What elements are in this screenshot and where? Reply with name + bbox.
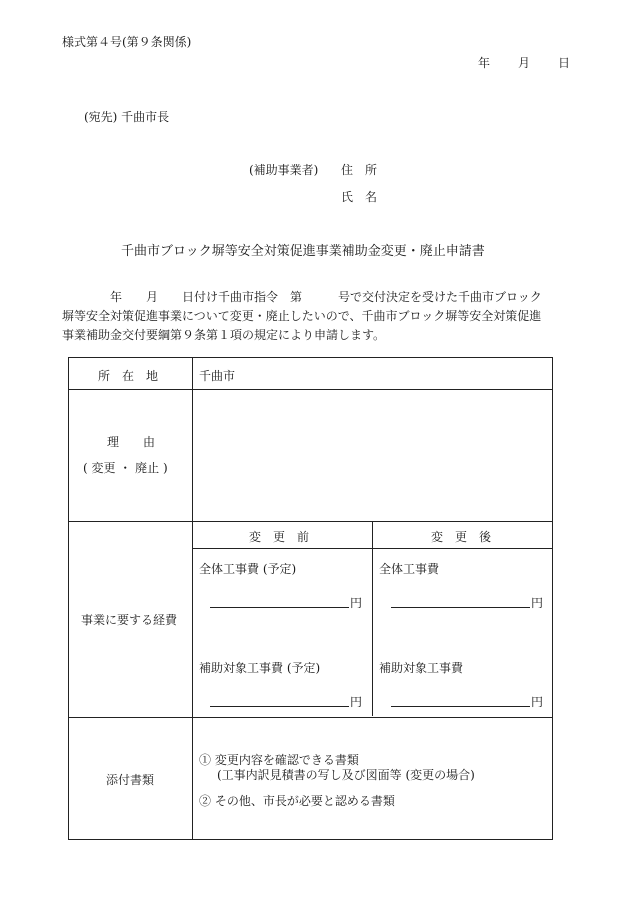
after-header: 変 更 後 [431,530,492,544]
before-subsidy-field[interactable] [210,706,349,707]
after-subsidy-field[interactable] [391,706,530,707]
after-subsidy-label: 補助対象工事費 [379,661,464,675]
before-after-divider [372,521,373,716]
applicant-label: (補助事業者) [249,163,319,177]
body-text [62,288,570,345]
name-label: 氏 名 [341,190,378,204]
body-line-3: 事業補助金交付要綱第９条第１項の規定により申請します。 [62,328,386,342]
row-divider [69,389,552,390]
body-line-1: 年 月 日付け千曲市指令 第 号で交付決定を受けた千曲市ブロック [62,290,542,304]
before-total-yen: 円 [350,596,363,610]
after-subsidy-yen: 円 [531,695,544,709]
before-header: 変 更 前 [249,530,310,544]
location-label: 所 在 地 [98,369,159,383]
date-year-label: 年 [478,56,491,70]
attachments-label: 添付書類 [106,773,155,787]
addressee: (宛先) 千曲市長 [84,110,170,124]
form-number: 様式第４号(第９条関係) [62,35,192,49]
before-subsidy-yen: 円 [350,695,363,709]
row-divider [69,521,552,522]
after-total-label: 全体工事費 [379,562,440,576]
date-line [478,54,570,71]
document-title: 千曲市ブロック塀等安全対策促進事業補助金変更・廃止申請書 [121,244,485,259]
body-line-2: 塀等安全対策促進事業について変更・廃止したいので、千曲市ブロック塀等安全対策促進 [62,309,542,323]
row-divider [69,717,552,718]
location-value: 千曲市 [199,369,236,383]
application-table [68,357,553,840]
before-total-label: 全体工事費 (予定) [199,562,297,576]
before-subsidy-label: 補助対象工事費 (予定) [199,661,321,675]
reason-field[interactable] [199,398,549,513]
after-total-field[interactable] [391,607,530,608]
reason-label: 理 由 [107,435,156,449]
attachment-item-1-note: (工事内訳見積書の写し及び図面等 (変更の場合) [217,768,475,782]
before-total-field[interactable] [210,607,349,608]
expense-label: 事業に要する経費 [81,613,178,627]
address-label: 住 所 [341,163,378,177]
attachment-item-1: ① 変更内容を確認できる書類 [199,753,359,767]
after-total-yen: 円 [531,596,544,610]
date-month-label: 月 [518,56,531,70]
attachment-item-2: ② その他、市長が必要と認める書類 [199,794,395,808]
label-column-divider [192,358,193,839]
date-day-label: 日 [558,56,571,70]
reason-sub-label: ( 変更 ・ 廃止 ) [83,461,168,475]
